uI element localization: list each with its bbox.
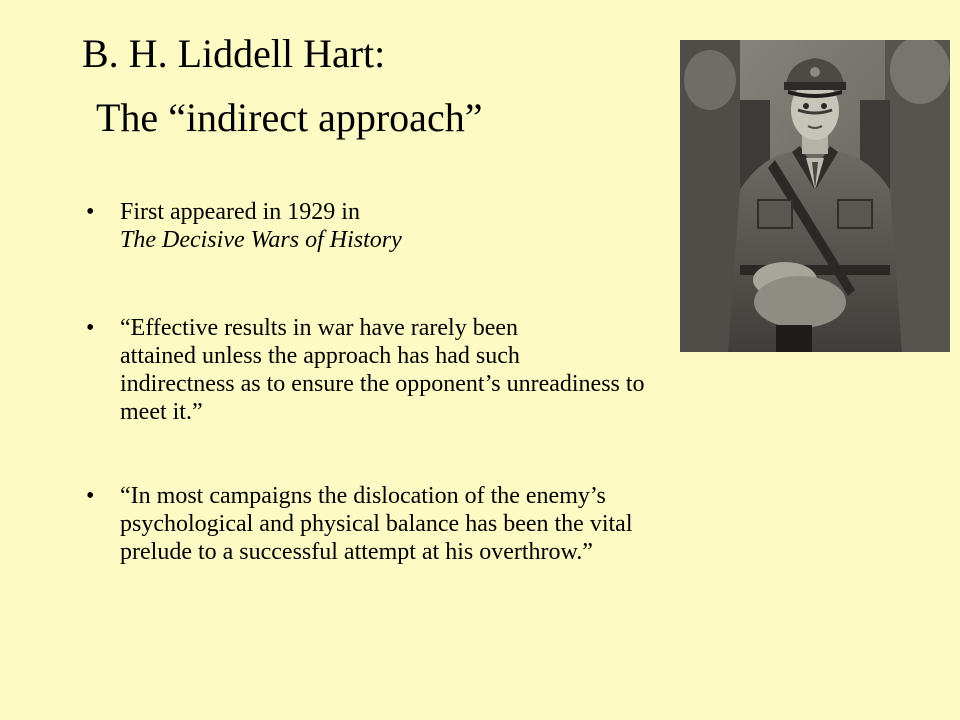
quote-line: psychological and physical balance has been the vital (120, 511, 633, 537)
bullet-item-campaigns-quote (86, 482, 826, 566)
slide-title: B. H. Liddell Hart: (82, 31, 386, 76)
quote-line: “In most campaigns the dislocation of the enemy’s (120, 483, 606, 509)
quote-line: prelude to a successful attempt at his overthrow.” (120, 539, 593, 565)
bullet-point: • (86, 199, 95, 225)
bullet-list (86, 198, 826, 566)
bullet-item-first-appeared (86, 198, 826, 254)
bullet-item-effective-results-quote (86, 314, 826, 426)
slide-subtitle: The “indirect approach” (96, 95, 483, 140)
bullet-point: • (86, 483, 95, 509)
quote-line: attained unless the approach has had such (120, 343, 520, 369)
bullet-text: First appeared in 1929 in (120, 199, 360, 225)
book-title: The Decisive Wars of History (120, 227, 402, 253)
bullet-point: • (86, 315, 95, 341)
quote-line: indirectness as to ensure the opponent’s unreadiness to (120, 371, 645, 397)
quote-line: “Effective results in war have rarely been (120, 315, 519, 341)
quote-line: meet it.” (120, 399, 203, 425)
